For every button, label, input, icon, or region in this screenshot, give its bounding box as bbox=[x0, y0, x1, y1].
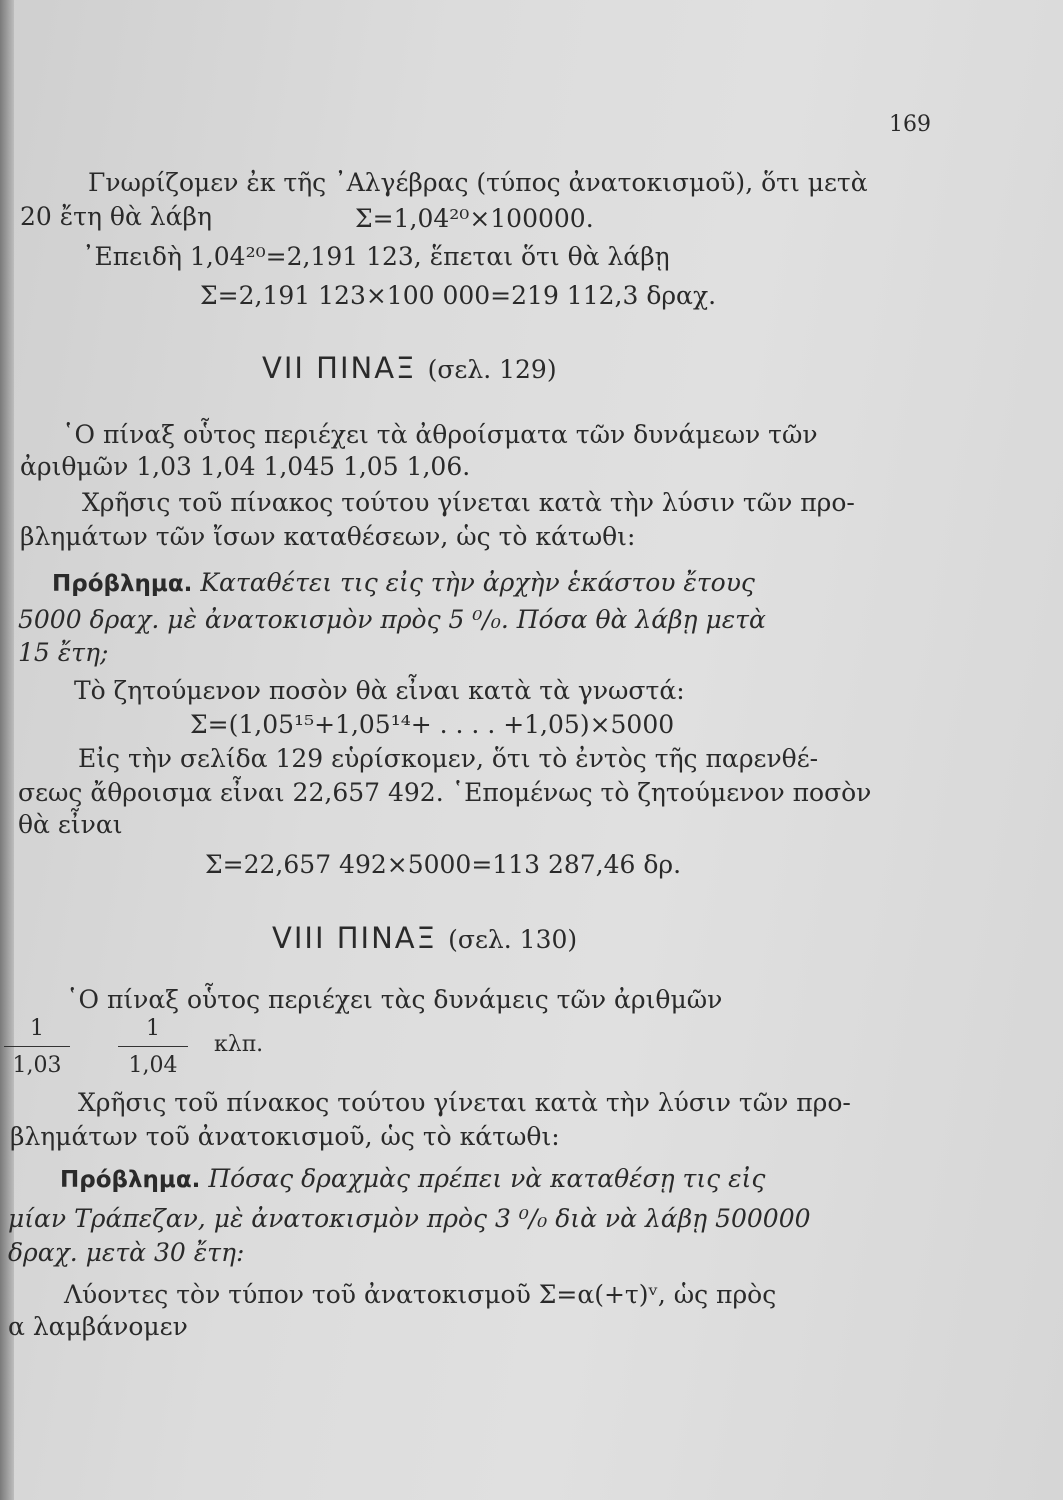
intro-line-1: Γνωρίζομεν ἐκ τῆς ᾿Αλγέβρας (τύπος ἀνατοκισμοῦ), ὅτι μετὰ bbox=[88, 168, 868, 197]
section-7-page-ref: (σελ. 129) bbox=[427, 355, 557, 384]
s7-paragraph-2-line-1: Χρῆσις τοῦ πίνακος τούτου γίνεται κατὰ τὴν λύσιν τῶν προ- bbox=[82, 488, 855, 517]
fraction-2-numerator: 1 bbox=[118, 1016, 188, 1047]
section-7-title: VII ΠΙΝΑΞ bbox=[262, 351, 417, 385]
s7-problem-line-3: 15 ἔτη; bbox=[18, 638, 109, 667]
s7-solution-formula: Σ=(1,05¹⁵+1,05¹⁴+ . . . . +1,05)×5000 bbox=[190, 710, 675, 739]
intro-line-2a: 20 ἔτη θὰ λάβη bbox=[20, 202, 212, 231]
s7-problem-line-2: 5000 δραχ. μὲ ἀνατοκισμὸν πρὸς 5 ⁰/₀. Πόσα θὰ λάβῃ μετὰ bbox=[18, 605, 766, 634]
s8-problem-line-2: μίαν Τράπεζαν, μὲ ἀνατοκισμὸν πρὸς 3 ⁰/₀ διὰ νὰ λάβῃ 500000 bbox=[8, 1204, 811, 1233]
page-number: 169 bbox=[889, 112, 931, 137]
s7-paragraph-2-line-2: βλημάτων τῶν ἴσων καταθέσεων, ὡς τὸ κάτωθι: bbox=[20, 522, 636, 551]
s8-problem-label: Πρόβλημα. bbox=[60, 1167, 201, 1193]
fraction-tail: κλπ. bbox=[214, 1032, 264, 1057]
section-8-heading bbox=[272, 923, 577, 955]
s7-solution-line-4: θὰ εἶναι bbox=[18, 810, 123, 839]
s7-paragraph-1-line-2: ἀριθμῶν 1,03 1,04 1,045 1,05 1,06. bbox=[20, 452, 471, 481]
fraction-1-over-1-03 bbox=[4, 1016, 70, 1079]
s8-problem-line-3: δραχ. μετὰ 30 ἔτη: bbox=[8, 1238, 245, 1267]
s7-problem-text-1: Καταθέτει τις εἰς τὴν ἀρχὴν ἑκάστου ἔτους bbox=[200, 568, 755, 597]
s7-paragraph-1-line-1: ῾Ο πίναξ οὗτος περιέχει τὰ ἀθροίσματα τῶν δυνάμεων τῶν bbox=[62, 420, 818, 449]
section-7-heading bbox=[262, 353, 557, 385]
intro-formula-1: Σ=1,04²⁰×100000. bbox=[355, 204, 594, 233]
section-8-page-ref: (σελ. 130) bbox=[448, 925, 578, 954]
fraction-1-denominator: 1,03 bbox=[12, 1053, 62, 1078]
fraction-1-over-1-04 bbox=[118, 1016, 188, 1079]
s7-solution-line-2: Εἰς τὴν σελίδα 129 εὑρίσκομεν, ὅτι τὸ ἐντὸς τῆς παρενθέ- bbox=[78, 744, 819, 773]
intro-line-3: ᾿Επειδὴ 1,04²⁰=2,191 123, ἕπεται ὅτι θὰ λάβῃ bbox=[82, 242, 670, 271]
s8-problem-text-1: Πόσας δραχμὰς πρέπει νὰ καταθέσῃ τις εἰς bbox=[208, 1164, 766, 1193]
s7-solution-line-3: σεως ἄθροισμα εἶναι 22,657 492. ῾Επομένως τὸ ζητούμενον ποσὸν bbox=[18, 778, 872, 807]
book-spine-shadow bbox=[0, 0, 14, 1500]
s7-solution-line-1: Τὸ ζητούμενον ποσὸν θὰ εἶναι κατὰ τὰ γνωστά: bbox=[74, 676, 685, 705]
fraction-1-numerator: 1 bbox=[4, 1016, 70, 1047]
section-8-title: VIII ΠΙΝΑΞ bbox=[272, 921, 437, 955]
s7-problem-line-1 bbox=[52, 568, 755, 599]
intro-formula-2: Σ=2,191 123×100 000=219 112,3 δραχ. bbox=[200, 281, 717, 310]
s8-paragraph-2-line-1: Χρῆσις τοῦ πίνακος τούτου γίνεται κατὰ τὴν λύσιν τῶν προ- bbox=[78, 1088, 851, 1117]
s7-problem-label: Πρόβλημα. bbox=[52, 571, 193, 597]
s8-paragraph-2-line-2: βλημάτων τοῦ ἀνατοκισμοῦ, ὡς τὸ κάτωθι: bbox=[10, 1122, 560, 1151]
fraction-2-denominator: 1,04 bbox=[128, 1053, 178, 1078]
s8-solution-line-2: α λαμβάνομεν bbox=[8, 1312, 188, 1341]
s8-problem-line-1 bbox=[60, 1164, 765, 1195]
s8-solution-line-1: Λύοντες τὸν τύπον τοῦ ἀνατοκισμοῦ Σ=α(+τ)ᵛ, ὡς πρὸς bbox=[64, 1280, 777, 1309]
s8-paragraph-1-line-1: ῾Ο πίναξ οὗτος περιέχει τὰς δυνάμεις τῶν ἀριθμῶν bbox=[66, 985, 723, 1014]
s7-solution-result: Σ=22,657 492×5000=113 287,46 δρ. bbox=[205, 850, 682, 879]
